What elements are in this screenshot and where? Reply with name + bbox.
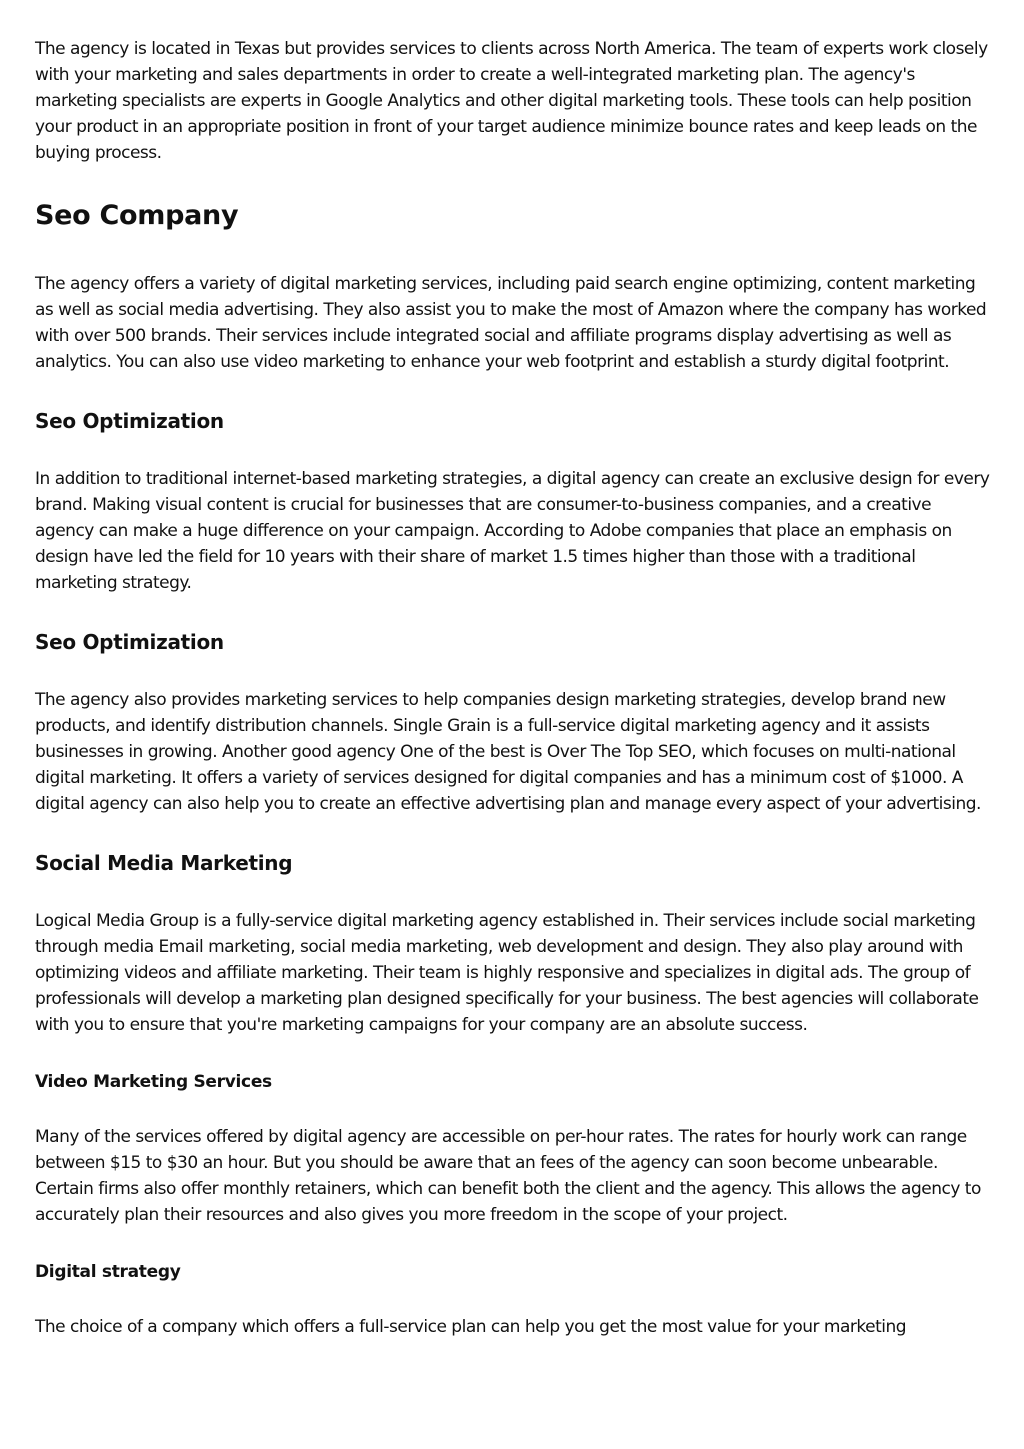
section-heading-seo-optimization-1: Seo Optimization	[35, 409, 224, 433]
section-body-seo-optimization-2: The agency also provides marketing services to help companies design marketing strategies, develop brand new products, and identify distribution channels. Single Grain is a full-service digital marketing agency and it assists businesses in growing. Another good agency One of the best is Over The Top SEO, which focuses on multi-national digital marketing. It offers a variety of services designed for digital companies and has a minimum cost of $1000. A digital agency can also help you to create an effective advertising plan and manage every aspect of your advertising.	[35, 690, 981, 814]
section-body-digital-strategy: The choice of a company which offers a full-service plan can help you get the most value for your marketing	[35, 1317, 907, 1337]
section-heading-social-media-marketing: Social Media Marketing	[35, 851, 293, 875]
section-body-video-marketing-services: Many of the services offered by digital agency are accessible on per-hour rates. The rates for hourly work can range between $15 to $30 an hour. But you should be aware that an fees of the agency can soon become unbearable. Certain firms also offer monthly retainers, which can benefit both the client and the agency. This allows the agency to accurately plan their resources and also gives you more freedom in the scope of your project.	[35, 1127, 981, 1225]
section-body-seo-optimization-1: In addition to traditional internet-based marketing strategies, a digital agency can create an exclusive design for every brand. Making visual content is crucial for businesses that are consumer-to-business companies, and a creative agency can make a huge difference on your campaign. According to Adobe companies that place an emphasis on design have led the field for 10 years with their share of market 1.5 times higher than those with a traditional marketing strategy.	[35, 469, 990, 593]
intro-paragraph: The agency is located in Texas but provides services to clients across North America. The team of experts work closely with your marketing and sales departments in order to create a well-integrated marketing plan. The agency's marketing specialists are experts in Google Analytics and other digital marketing tools. These tools can help position your product in an appropriate position in front of your target audience minimize bounce rates and keep leads on the buying process.	[35, 39, 988, 163]
section-heading-seo-optimization-2: Seo Optimization	[35, 630, 224, 654]
section-body-seo-company: The agency offers a variety of digital marketing services, including paid search engine optimizing, content marketing as well as social media advertising. They also assist you to make the most of Amazon where the company has worked with over 500 brands. Their services include integrated social and affiliate programs display advertising as well as analytics. You can also use video marketing to enhance your web footprint and establish a sturdy digital footprint.	[35, 274, 987, 372]
section-heading-video-marketing-services: Video Marketing Services	[35, 1072, 272, 1092]
section-heading-digital-strategy: Digital strategy	[35, 1262, 181, 1282]
section-body-social-media-marketing: Logical Media Group is a fully-service digital marketing agency established in. Their services include social marketing through media Email marketing, social media marketing, web development and design. They also play around with optimizing videos and affiliate marketing. Their team is highly responsive and specializes in digital ads. The group of professionals will develop a marketing plan designed specifically for your business. The best agencies will collaborate with you to ensure that you're marketing campaigns for your company are an absolute success.	[35, 911, 979, 1035]
article	[35, 36, 991, 1340]
section-heading-seo-company: Seo Company	[35, 200, 239, 231]
